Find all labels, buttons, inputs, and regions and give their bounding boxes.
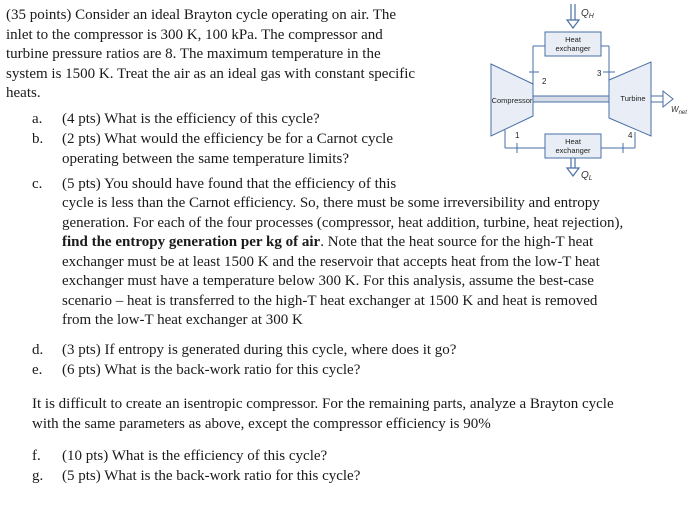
shaft <box>533 96 609 102</box>
item-marker: f. <box>32 448 41 464</box>
question-text: exchanger must have a temperature below 300 K. For this analysis, assume the best-case <box>62 273 594 289</box>
turbine-label: Turbine <box>620 94 646 103</box>
hx-bottom-label-line1: Heat <box>565 137 581 146</box>
question-text: (6 pts) What is the back-work ratio for this cycle? <box>62 362 361 378</box>
brayton-cycle-diagram <box>485 0 695 190</box>
w-net-label: $W_{net}$ <box>671 105 687 116</box>
intro-line: system is 1500 K. Treat the air as an ideal gas with constant specific <box>6 65 416 82</box>
question-text: (10 pts) What is the efficiency of this cycle? <box>62 448 328 464</box>
question-text: (2 pts) What would the efficiency be for a Carnot cycle <box>62 131 393 147</box>
question-text: scenario – heat is transferred to the high-T heat exchanger at 1500 K and heat is removed <box>62 293 598 309</box>
question-text: operating between the same temperature limits? <box>62 151 349 167</box>
q-l-label: $Q_L$ <box>581 170 593 182</box>
intro-line: inlet to the compressor is 300 K, 100 kPa. The compressor and <box>6 26 383 43</box>
work-out-arrow-icon <box>651 91 673 107</box>
intro-line: turbine pressure ratios are 8. The maximum temperature in the <box>6 46 381 62</box>
problem-intro <box>6 6 415 104</box>
heat-in-arrow-icon <box>567 4 579 28</box>
heat-out-arrow-icon <box>567 158 579 176</box>
question-text: cycle is less than the Carnot efficiency. So, there must be some irreversibility and entropy <box>62 195 600 211</box>
paragraph-line: with the same parameters as above, except the compressor efficiency is 90% <box>32 415 491 432</box>
hx-top-label-line2: exchanger <box>555 44 591 53</box>
bold-instruction: find the entropy generation per kg of air <box>62 234 321 250</box>
intro-line: (35 points) Consider an ideal Brayton cycle operating on air. The <box>6 7 397 23</box>
question-text-rest: . Note that the heat source for the high-T heat <box>320 234 594 250</box>
state-1-label: 1 <box>515 131 520 140</box>
item-marker: b. <box>32 131 44 147</box>
compressor-label: Compressor <box>491 96 533 105</box>
item-marker: a. <box>32 111 43 127</box>
intro-line: heats. <box>6 85 41 101</box>
q-h-label: $Q_H$ <box>581 8 594 20</box>
hx-bottom-label-line2: exchanger <box>555 146 591 155</box>
question-text: (5 pts) What is the back-work ratio for this cycle? <box>62 468 361 484</box>
item-marker: d. <box>32 342 44 358</box>
paragraph-line: It is difficult to create an isentropic compressor. For the remaining parts, analyze a Brayton cycle <box>32 396 614 412</box>
question-text: (3 pts) If entropy is generated during this cycle, where does it go? <box>62 342 457 358</box>
item-marker: e. <box>32 362 43 378</box>
question-text: (4 pts) What is the efficiency of this cycle? <box>62 111 320 127</box>
hx-top-label-line1: Heat <box>565 35 581 44</box>
state-2-label: 2 <box>542 77 547 86</box>
state-3-label: 3 <box>597 69 602 78</box>
item-marker: c. <box>32 176 43 192</box>
paragraph-compressor-efficiency <box>32 395 614 434</box>
state-4-label: 4 <box>628 131 633 140</box>
item-marker: g. <box>32 468 44 484</box>
question-text: from the low-T heat exchanger at 300 K <box>62 312 303 328</box>
question-text <box>62 233 593 253</box>
question-text: exchanger must be at least 1500 K and the reservoir that accepts heat from the low-T heat <box>62 254 600 270</box>
question-text: generation. For each of the four processes (compressor, heat addition, turbine, heat rejection), <box>62 215 624 231</box>
question-text: (5 pts) You should have found that the efficiency of this <box>62 176 397 192</box>
